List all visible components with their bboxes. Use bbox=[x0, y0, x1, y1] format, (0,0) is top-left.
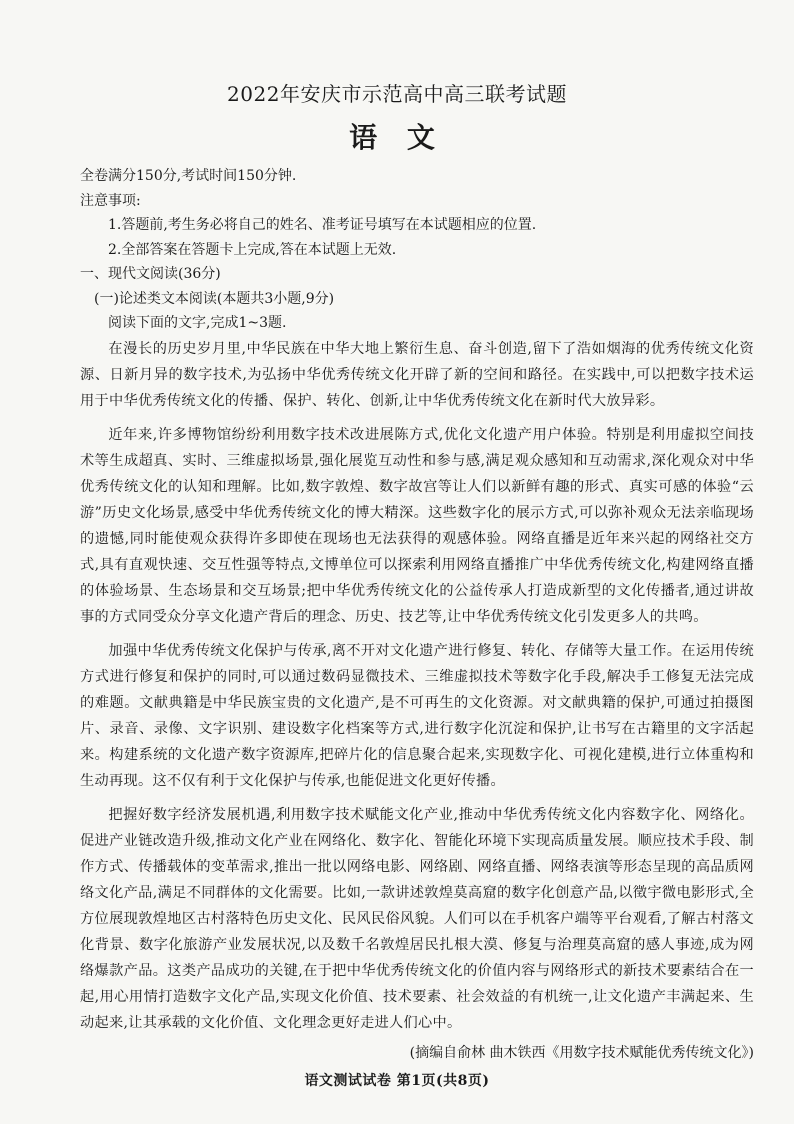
score-time-info: 全卷满分150分,考试时间150分钟. bbox=[80, 168, 297, 184]
subject-title: 语 文 bbox=[349, 121, 445, 154]
section-heading: 一、现代文阅读(36分) bbox=[80, 266, 221, 282]
article-paragraph-1: 在漫长的历史岁月里,中华民族在中华大地上繁衍生息、奋斗创造,留下了浩如烟海的优秀传统文化资源、日新月异的数字技术,为弘扬中华优秀传统文化开辟了新的空间和路径。在实践中,可以把数字技术运用于中华优秀传统文化的传播、保护、转化、创新,让中华优秀传统文化在新时代大放异彩。 bbox=[80, 340, 754, 409]
article-paragraph-4: 把握好数字经济发展机遇,利用数字技术赋能文化产业,推动中华优秀传统文化内容数字化、网络化。促进产业链改造升级,推动文化产业在网络化、数字化、智能化环境下实现高质量发展。顺应技术手段、制作方式、传播载体的变革需求,推出一批以网络电影、网络剧、网络直播、网络表演等形态呈现的高品质网络文化产品,满足不同群体的文化需要。比如,一款讲述敦煌莫高窟的数字化创意产品,以徵宇微电影形式,全方位展现敦煌地区古村落特色历史文化、民风民俗风貌。人们可以在手机客户端等平台观看,了解古村落文化背景、数字化旅游产业发展状况,以及数千名敦煌居民扎根大漠、修复与治理莫高窟的感人事迹,成为网络爆款产品。这类产品成功的关键,在于把中华优秀传统文化的价值内容与网络形式的新技术要素结合在一起,用心用情打造数字文化产品,实现文化价值、技术要素、社会效益的有机统一,让文化遗产丰满起来、生动起来,让其承载的文化价值、文化理念更好走进人们心中。 bbox=[80, 806, 754, 1031]
article-paragraph-3: 加强中华优秀传统文化保护与传承,离不开对文化遗产进行修复、转化、存储等大量工作。在运用传统方式进行修复和保护的同时,可以通过数码显微技术、三维虚拟技术等数字化手段,解决手工修复无法完成的难题。文献典籍是中华民族宝贵的文化遗产,是不可再生的文化资源。对文献典籍的保护,可通过拍摄图片、录音、录像、文字识别、建设数字化档案等方式,进行数字化沉淀和保护,让书写在古籍里的文字活起来。构建系统的文化遗产数字资源库,把碎片化的信息聚合起来,实现数字化、可视化建模,进行立体重构和生动再现。这不仅有利于文化保护与传承,也能促进文化更好传播。 bbox=[80, 642, 754, 789]
notice-item-1: 1.答题前,考生务必将自己的姓名、准考证号填写在本试题相应的位置. bbox=[108, 217, 537, 233]
page-footer: 语文测试试卷 第1页(共8页) bbox=[304, 1073, 490, 1089]
notice-item-2: 2.全部答案在答题卡上完成,答在本试题上无效. bbox=[108, 241, 397, 258]
article-source: (摘编自俞林 曲木铁西《用数字技术赋能优秀传统文化》) bbox=[409, 1044, 754, 1061]
subsection-heading: (一)论述类文本阅读(本题共3小题,9分) bbox=[94, 290, 335, 307]
reading-instruction: 阅读下面的文字,完成1~3题. bbox=[108, 315, 287, 331]
exam-title: 2022年安庆市示范高中高三联考试题 bbox=[227, 82, 567, 106]
article-body bbox=[80, 336, 754, 1066]
article-paragraph-2: 近年来,许多博物馆纷纷利用数字技术改进展陈方式,优化文化遗产用户体验。特别是利用虚拟空间技术等生成超真、实时、三维虚拟场景,强化展览互动性和参与感,满足观众感知和互动需求,深化观众对中华优秀传统文化的认知和理解。比如,数字敦煌、数字故宫等让人们以新鲜有趣的形式、真实可感的体验“云游”历史文化场景,感受中华优秀传统文化的博大精深。这些数字化的展示方式,可以弥补观众无法亲临现场的遗憾,同时能使观众获得许多即使在现场也无法获得的观感体验。网络直播是近年来兴起的网络社交方式,具有直观快速、交互性强等特点,文博单位可以探索利用网络直播推广中华优秀传统文化,构建网络直播的体验场景、生态场景和交互场景;把中华优秀传统文化的公益传承人打造成新型的文化传播者,通过讲故事的方式同受众分享文化遗产背后的理念、历史、技艺等,让中华优秀传统文化引发更多人的共鸣。 bbox=[80, 426, 754, 625]
notice-label: 注意事项: bbox=[80, 192, 141, 209]
